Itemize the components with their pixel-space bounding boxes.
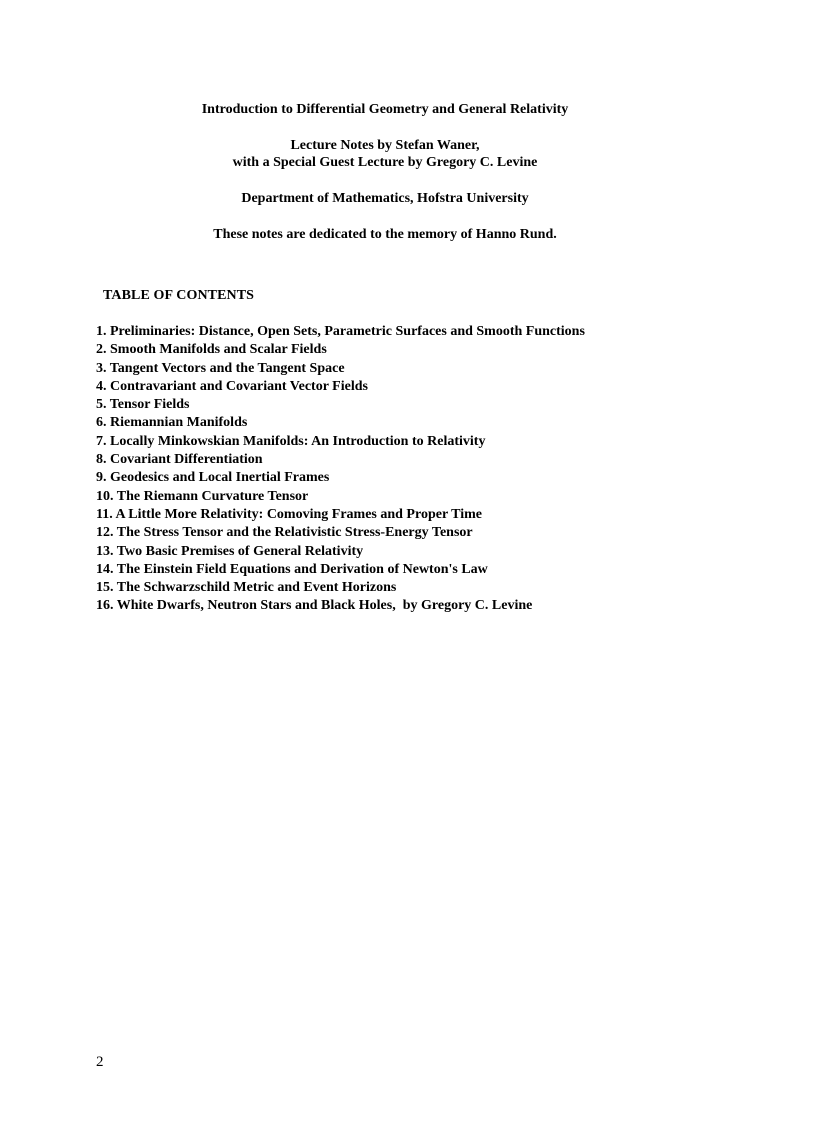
- spacer: [0, 118, 770, 137]
- toc-item: 10. The Riemann Curvature Tensor: [96, 488, 309, 504]
- toc-item: 7. Locally Minkowskian Manifolds: An Introduction to Relativity: [96, 433, 486, 449]
- toc-item: 5. Tensor Fields: [96, 397, 190, 413]
- toc-item: 8. Covariant Differentiation: [96, 452, 263, 468]
- toc-item: 3. Tangent Vectors and the Tangent Space: [96, 360, 345, 376]
- document-title: Introduction to Differential Geometry and General Relativity: [201, 102, 569, 117]
- toc-item: 14. The Einstein Field Equations and Derivation of Newton's Law: [96, 561, 488, 577]
- spacer: [0, 207, 770, 226]
- toc-item: 11. A Little More Relativity: Comoving Frames and Proper Time: [96, 506, 482, 522]
- toc-item: 15. The Schwarzschild Metric and Event Horizons: [96, 580, 397, 596]
- title-block: [0, 101, 770, 243]
- page-number: 2: [96, 1054, 104, 1070]
- toc-item: 16. White Dwarfs, Neutron Stars and Black Holes, by Gregory C. Levine: [96, 598, 533, 614]
- toc-item: 6. Riemannian Manifolds: [96, 415, 248, 431]
- toc-item: 13. Two Basic Premises of General Relativity: [96, 543, 364, 559]
- toc-list: [96, 323, 585, 616]
- toc-item: 2. Smooth Manifolds and Scalar Fields: [96, 342, 327, 358]
- toc-item: 9. Geodesics and Local Inertial Frames: [96, 470, 330, 486]
- toc-item: 4. Contravariant and Covariant Vector Fields: [96, 378, 368, 394]
- toc-item: 12. The Stress Tensor and the Relativistic Stress-Energy Tensor: [96, 525, 473, 541]
- dedication: These notes are dedicated to the memory of Hanno Rund.: [213, 227, 557, 242]
- authors-line-2: with a Special Guest Lecture by Gregory C. Levine: [232, 155, 538, 170]
- toc-item: 1. Preliminaries: Distance, Open Sets, Parametric Surfaces and Smooth Functions: [96, 324, 585, 339]
- toc-heading: TABLE OF CONTENTS: [103, 288, 255, 303]
- spacer: [0, 171, 770, 190]
- authors-line-1: Lecture Notes by Stefan Waner,: [290, 138, 480, 153]
- department: Department of Mathematics, Hofstra University: [241, 191, 529, 206]
